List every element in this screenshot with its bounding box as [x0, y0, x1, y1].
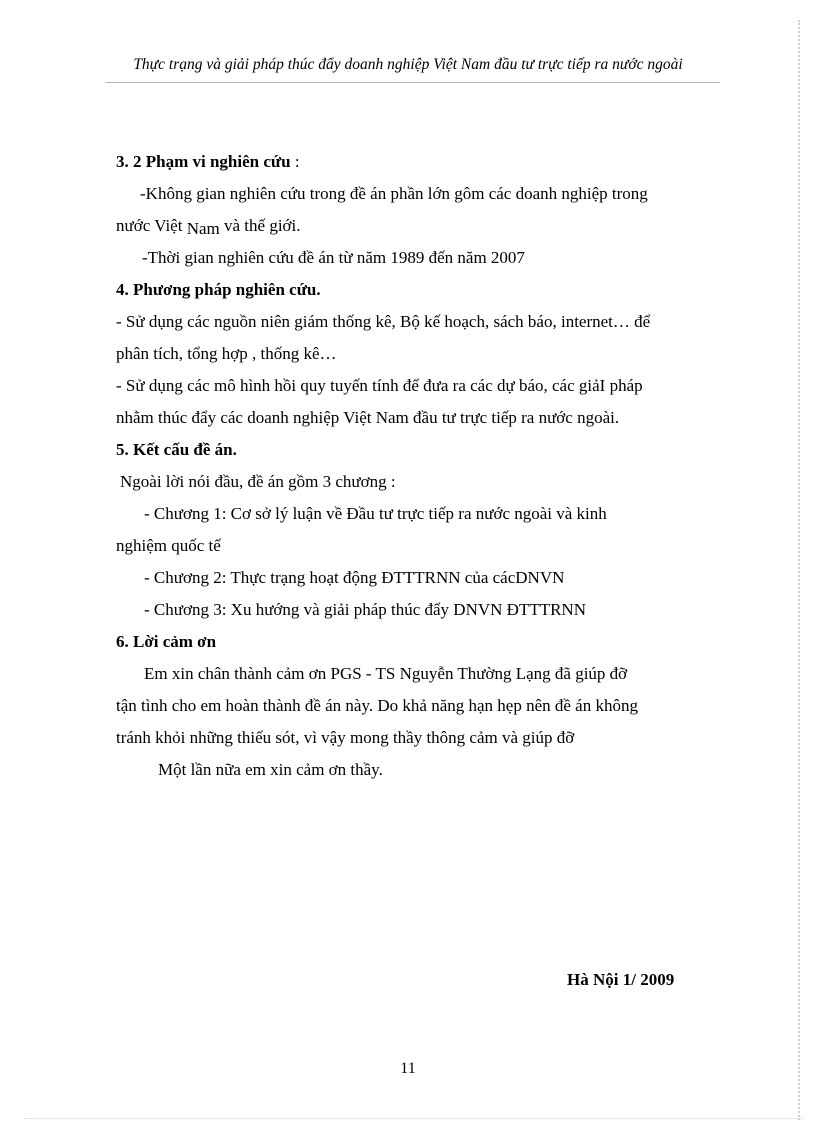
thanks-line-2: tận tình cho em hoàn thành đề án này. Do khả năng hạn hẹp nên đề án không [116, 696, 638, 715]
scope-space-pre: nước Việt [116, 216, 187, 235]
method-line-3: - Sử dụng các mô hình hồi quy tuyến tính để đưa ra các dự báo, các giảI pháp [116, 376, 643, 395]
scope-space-line-a: -Không gian nghiên cứu trong đề án phần lớn gôm các doanh nghiệp trong [140, 184, 648, 203]
scope-time-line: -Thời gian nghiên cứu đề án từ năm 1989 đến năm 2007 [142, 248, 525, 267]
header-rule [106, 82, 720, 83]
structure-chapter-1a: - Chương 1: Cơ sở lý luận về Đầu tư trực tiếp ra nước ngoài và kinh [144, 504, 607, 523]
thanks-heading: 6. Lời cảm ơn [116, 632, 217, 651]
body-text [116, 146, 716, 786]
thanks-line-4: Một lần nữa em xin cảm ơn thầy. [158, 760, 383, 779]
structure-chapter-3: - Chương 3: Xu hướng và giải pháp thúc đẩy DNVN ĐTTTRNN [144, 600, 586, 619]
thanks-line-3: tránh khỏi những thiếu sót, vì vậy mong thầy thông cảm và giúp đỡ [116, 728, 575, 747]
place-date-signature: Hà Nội 1/ 2009 [567, 970, 675, 989]
scope-heading-suffix: : [290, 152, 300, 171]
page-bottom-rule [24, 1118, 804, 1119]
page-number: 11 [400, 1060, 416, 1077]
structure-chapter-2: - Chương 2: Thực trạng hoạt động ĐTTTRNN của cácDNVN [144, 568, 565, 587]
method-heading: 4. Phương pháp nghiên cứu. [116, 280, 321, 299]
running-header: Thực trạng và giải pháp thúc đẩy doanh nghiệp Việt Nam đầu tư trực tiếp ra nước ngoài [133, 56, 683, 73]
method-line-4: nhằm thúc đẩy các doanh nghiệp Việt Nam đầu tư trực tiếp ra nước ngoài. [116, 408, 620, 427]
structure-chapter-1b: nghiệm quốc tế [116, 536, 221, 555]
scope-heading-line [116, 146, 716, 178]
scope-space-post: và thế giới. [219, 216, 301, 235]
scope-space-nam: Nam [186, 219, 220, 238]
structure-heading: 5. Kết cấu đề án. [116, 440, 237, 459]
method-line-1: - Sử dụng các nguồn niên giám thống kê, Bộ kế hoạch, sách báo, internet… để [116, 312, 651, 331]
scope-space-line-b [116, 210, 716, 242]
method-line-2: phân tích, tổng hợp , thống kê… [116, 344, 337, 363]
scope-heading: 3. 2 Phạm vi nghiên cứu [116, 152, 291, 171]
thanks-line-1: Em xin chân thành cảm ơn PGS - TS Nguyễn Thường Lạng đã giúp đỡ [144, 664, 628, 683]
structure-intro: Ngoài lời nói đầu, đề án gồm 3 chương : [120, 472, 396, 491]
page-edge-rule [798, 20, 800, 1120]
